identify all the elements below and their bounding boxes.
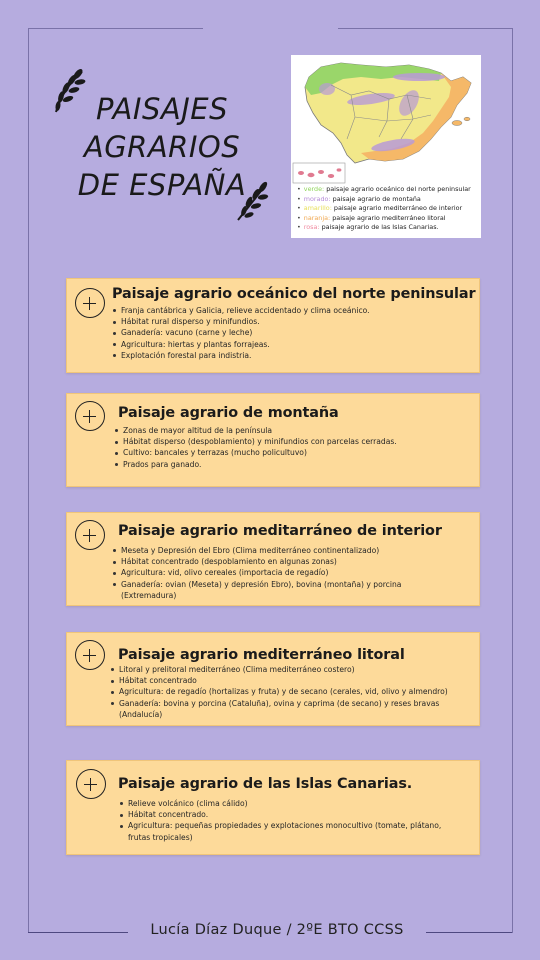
legend-color-word: morado: [303, 194, 331, 203]
spain-map-card [291, 55, 481, 238]
frame-line-right [512, 28, 513, 933]
map-legend [297, 185, 479, 233]
list-item: Meseta y Depresión del Ebro (Clima mediterráneo continentalizado) [112, 545, 452, 556]
section-title: Paisaje agrario oceánico del norte peninsular [112, 286, 476, 302]
frame-line-top-left [28, 28, 203, 29]
legend-text: paisaje agrario oceánico del norte peninsular [326, 185, 471, 193]
list-item: Franja cantábrica y Galicia, relieve accidentado y clima oceánico. [112, 305, 370, 316]
section-title: Paisaje agrario meditarráneo de interior [118, 523, 442, 539]
page-title [62, 90, 262, 204]
list-item: Relieve volcánico (clima cálido) [119, 798, 449, 809]
list-item: Zonas de mayor altitud de la península [114, 425, 397, 436]
legend-bullet: • [297, 185, 301, 193]
plus-circle-icon[interactable] [75, 520, 105, 550]
section-card-montana [66, 393, 480, 487]
legend-item [297, 204, 479, 214]
legend-color-word: amarillo: [303, 204, 332, 213]
legend-color-word: rosa: [303, 223, 320, 232]
section-card-canarias [66, 760, 480, 855]
list-item: Hábitat concentrado. [119, 809, 449, 820]
list-item: Hábitat disperso (despoblamiento) y minifundios con parcelas cerradas. [114, 436, 397, 447]
section-card-interior [66, 512, 480, 606]
legend-item [297, 214, 479, 224]
legend-item [297, 223, 479, 233]
legend-bullet: • [297, 223, 301, 232]
section-title: Paisaje agrario mediterráneo litoral [118, 647, 405, 663]
frame-line-top-right [338, 28, 512, 29]
section-list [112, 305, 370, 361]
title-line-3: DE ESPAÑA [77, 168, 247, 202]
list-item: Ganadería: bovina y porcina (Cataluña), ovina y caprima (de secano) y reses bravas (Andalucía) [110, 698, 470, 720]
frame-line-bottom-right [426, 932, 512, 933]
section-card-litoral [66, 632, 480, 726]
legend-color-word: naranja: [303, 213, 331, 222]
section-list [119, 798, 449, 843]
section-list [112, 545, 452, 601]
list-item: Agricultura: de regadío (hortalizas y fruta) y de secano (cerales, vid, olivo y almendro) [110, 686, 470, 697]
list-item: Hábitat rural disperso y minifundios. [112, 316, 370, 327]
list-item: Agricultura: vid, olivo cereales (importacia de regadío) [112, 567, 452, 578]
legend-item [297, 185, 479, 195]
title-line-2: AGRARIOS [83, 130, 241, 164]
legend-text: paisaje agrario mediterráneo litoral [332, 213, 446, 222]
legend-text: paisaje agrario mediterráneo de interior [333, 204, 463, 213]
section-card-oceanico [66, 278, 480, 373]
plus-circle-icon[interactable] [75, 401, 105, 431]
list-item: Hábitat concentrado (despoblamiento en algunas zonas) [112, 556, 452, 567]
list-item: Prados para ganado. [114, 459, 397, 470]
legend-color-word: verde: [303, 185, 325, 193]
spain-map-image [291, 55, 481, 185]
author-footer: Lucía Díaz Duque / 2ºE BTO CCSS [150, 922, 404, 938]
section-title: Paisaje agrario de montaña [118, 405, 339, 421]
title-line-1: PAISAJES [96, 92, 228, 126]
frame-line-left [28, 28, 29, 933]
plus-circle-icon[interactable] [75, 640, 105, 670]
legend-bullet: • [297, 194, 301, 203]
plus-circle-icon[interactable] [76, 769, 106, 799]
legend-bullet: • [297, 213, 301, 222]
plus-circle-icon[interactable] [75, 288, 105, 318]
section-title: Paisaje agrario de las Islas Canarias. [118, 776, 413, 792]
section-list [110, 664, 470, 720]
list-item: Ganadería: ovian (Meseta) y depresión Ebro), bovina (montaña) y porcina (Extremadura) [112, 579, 452, 601]
legend-text: paisaje agrario de montaña [332, 194, 421, 203]
list-item: Explotación forestal para indistria. [112, 350, 370, 361]
list-item: Ganadería: vacuno (carne y leche) [112, 327, 370, 338]
frame-line-bottom-left [28, 932, 128, 933]
legend-item [297, 195, 479, 205]
list-item: Agricultura: hiertas y plantas forrajeas. [112, 339, 370, 350]
legend-bullet: • [297, 204, 301, 213]
list-item: Litoral y prelitoral mediterráneo (Clima mediterráneo costero) [110, 664, 470, 675]
list-item: Cultivo: bancales y terrazas (mucho policultuvo) [114, 447, 397, 458]
legend-text: paisaje agrario de las Islas Canarias. [321, 223, 439, 232]
list-item: Agricultura: pequeñas propiedades y explotaciones monocultivo (tomate, plátano, frutas tropicales) [119, 820, 449, 842]
list-item: Hábitat concentrado [110, 675, 470, 686]
section-list [114, 425, 397, 470]
